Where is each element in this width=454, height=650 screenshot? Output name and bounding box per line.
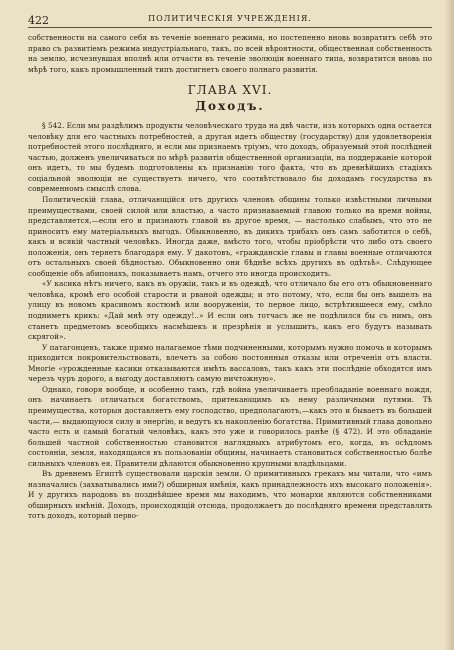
intro-paragraph: собственности на самого себя въ теченіе военнаго режима, но постепенно вновь возвратитъ себѣ это право съ развитіемъ режима индустріальнаго, такъ, по всей вѣроятности, общественная собственность на землю, исчезнувшая вполнѣ или отчасти въ теченіе эволюціи военнаго типа, возвратится вновь по мѣрѣ того, какъ промышленный типъ достигнетъ своего полнаго развитія.: [28, 33, 432, 74]
page-body: [28, 33, 432, 644]
chapter-title: Доходъ.: [195, 99, 265, 114]
page-header: [28, 14, 432, 27]
paragraph: Однако, говоря вообще, и особенно тамъ, гдѣ война увеличиваетъ преобладаніе военнаго вождя, онъ начинаетъ отличаться богатствомъ, притекающимъ къ нему различными путями. Тѣ преимущества, которыя доставляетъ ему господство, предполагаютъ,—какъ это и бываетъ въ большей части,— выдающуюся силу и энергію, и ведутъ къ накопленію богатства. Примитивный глава довольно часто есть и самый богатый человѣкъ, какъ это уже и говорилось ранѣе (§ 472). И это обладаніе большей частной собственностью становится наглядныхъ атрибутомъ его, когда, въ осѣдломъ состояніи, земля, находящаяся въ пользованіи общины, начинаетъ становиться собственностью болѣе сильныхъ членовъ ея. Правители дѣлаются обыкновенно крупными владѣльцами.: [28, 384, 432, 468]
header-rule: [28, 27, 432, 28]
paragraph: § 542. Если мы раздѣлимъ продукты человѣческаго труда на двѣ части, изъ которыхъ одна остается человѣку для его частныхъ потребностей, а другая идетъ обществу (государству) для удовлетворенія потребностей этого послѣдняго, и если мы признаемъ тріумъ, что доходъ, образуемый этой послѣдней частью, долженъ увеличиваться по мѣрѣ развитія общественной организаціи, на поддержаніе которой онъ идетъ, то мы будемъ подготовлены къ признанію того факта, что въ древнѣйшихъ стадіяхъ соціальной эволюціи не существуетъ ничего, что соотвѣтствовало бы доходамъ государства въ современномъ смыслѣ слова.: [28, 121, 432, 194]
running-title: ПОЛИТИЧЕСКІЯ УЧРЕЖДЕНІЯ.: [148, 14, 312, 23]
page-number: 422: [28, 14, 49, 27]
paragraph: У патагонцевъ, также прямо налагаемое тѣми подчиненными, которымъ нужно помочь и которымъ приходится покровительствовать, влечетъ за собою постоянныя отказы или отреченія отъ власти. Многіе «урожденные касики отказываются имѣть вассаловъ, такъ какъ эти послѣдніе обходятся имъ черезъ чуръ дорого, а выгоду доставляютъ самую ничтожную».: [28, 342, 432, 384]
paragraph: Въ древнемъ Египтѣ существовали царскія земли. О примитивныхъ грекахъ мы читали, что «имъ назначались (захватывались ими?) обширныя имѣнія, какъ принадлежность ихъ высокаго положенія». И у другихъ народовъ въ позднѣйшее время мы находимъ, что монархи являются собственниками обширныхъ имѣній. Доходъ, происходящій отсюда, продолжаетъ до послѣдняго времени представлять тотъ доходъ, который перво-: [28, 469, 432, 521]
chapter-label: ГЛАВА XVI.: [187, 83, 273, 98]
page-edge-shadow: [444, 0, 454, 650]
paragraph: Политическій глава, отличающійся отъ другихъ членовъ общины только извѣстными личными преимуществами, своей силой или властью, а часто признаваемый главою только на время войны, представляется,—если его и признають главой въ другое время, — настолько слабымъ, что это не приноситъ ему матеріальныхъ выгодъ. Обыкновенно, въ дикихъ трибахъ онъ самъ заботится о себѣ, какъ и всякій частный человѣкъ. Иногда даже, вмѣсто того, чтобы пріобрѣсти что либо отъ своего положенія, онъ теряетъ благодаря ему. У дакотовъ, «гражданскіе главы и главы военные отличаются отъ остальныхъ своей бѣдностью. Обыкновенно они бѣднѣе всѣхъ другихъ въ одѣтьѣ». Слѣдующее сообщеніе объ абипонахъ, показываетъ намъ, отчего это иногда происходитъ.: [28, 195, 432, 278]
quote-paragraph: «У касика нѣтъ ничего, какъ въ оружіи, такъ и въ одеждѣ, что отличало бы его отъ обыкновеннаго человѣка, кромѣ его особой старости и рваной одежды; и это потому, что, если бы онъ вышелъ на улицу въ новомъ красивомъ костюмѣ или вооруженіи, то первое лицо, встрѣтившееся ему, смѣло подниметъ крикъ: «Дай мнѣ эту одежду!..» И если онъ тотчасъ же не подѣлился бы съ нимъ, онъ станетъ предметомъ всеобщихъ насмѣшекъ и презрѣнія и услышитъ, какъ его будутъ называть скрягой».: [28, 279, 432, 342]
